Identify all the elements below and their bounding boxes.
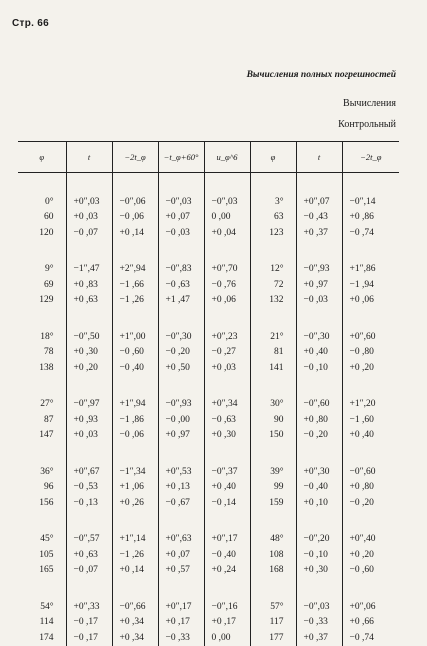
spacer-cell	[66, 443, 112, 464]
cell-phi-2: 117	[250, 615, 296, 631]
cell-phi: 18°	[40, 331, 54, 342]
col-header-minus-2t-phi-2: −2t_φ	[342, 142, 399, 173]
cell-minus-t-phi-60: +0 ,13	[158, 480, 204, 496]
cell-minus-t-phi-60: +0 ,07	[158, 547, 204, 563]
spacer-cell	[250, 578, 296, 599]
spacer-cell	[342, 511, 399, 532]
cell-minus-t-phi-60: +0″,63	[158, 532, 204, 548]
cell-phi-2: 3°	[250, 194, 296, 210]
col-header-phi: φ	[18, 142, 66, 173]
cell-minus-2t-phi-2: +0 ,40	[342, 428, 399, 444]
spacer-cell	[66, 376, 112, 397]
col-header-t-2: t	[296, 142, 342, 173]
spacer-cell	[18, 308, 66, 329]
cell-minus-2t-phi-2: +0 ,20	[342, 360, 399, 376]
cell-phi-2: 123	[250, 225, 296, 241]
cell-minus-2t-phi: +2″,94	[112, 262, 158, 278]
cell-t: +0 ,03	[66, 428, 112, 444]
table-header-row	[18, 142, 399, 173]
cell-minus-2t-phi: +1″,94	[112, 397, 158, 413]
cell-phi: 114	[39, 617, 54, 628]
cell-u-phi: −0 ,76	[204, 277, 250, 293]
spacer-cell	[342, 173, 399, 195]
group-spacer	[18, 173, 399, 195]
cell-phi: 78	[44, 347, 54, 358]
cell-u-phi: +0″,17	[204, 532, 250, 548]
cell-t: −0 ,07	[66, 225, 112, 241]
table-row	[18, 532, 399, 548]
spacer-cell	[18, 511, 66, 532]
cell-t-2: +0″,30	[296, 464, 342, 480]
cell-minus-t-phi-60: −0 ,03	[158, 225, 204, 241]
spacer-cell	[204, 443, 250, 464]
table-row	[18, 397, 399, 413]
cell-phi-2: 150	[250, 428, 296, 444]
cell-minus-t-phi-60: +0 ,97	[158, 428, 204, 444]
cell-minus-t-phi-60: −0 ,20	[158, 345, 204, 361]
cell-t: +0 ,83	[66, 277, 112, 293]
cell-t-2: +0 ,80	[296, 412, 342, 428]
cell-phi-2: 57°	[250, 599, 296, 615]
spacer-cell	[296, 511, 342, 532]
cell-t: −0″,97	[66, 397, 112, 413]
spacer-cell	[158, 308, 204, 329]
cell-phi: 27°	[40, 399, 54, 410]
cell-u-phi: 0 ,00	[204, 210, 250, 226]
cell-t-2: −0 ,40	[296, 480, 342, 496]
cell-t: +0 ,20	[66, 360, 112, 376]
cell-minus-t-phi-60: +1 ,47	[158, 293, 204, 309]
table-row	[18, 194, 399, 210]
cell-t: −0″,57	[66, 532, 112, 548]
cell-t-2: −0 ,10	[296, 360, 342, 376]
table-row	[18, 360, 399, 376]
cell-phi-2: 99	[250, 480, 296, 496]
col-header-phi-2: φ	[250, 142, 296, 173]
cell-phi-2: 159	[250, 495, 296, 511]
cell-minus-2t-phi-2: −0 ,60	[342, 563, 399, 579]
table-row	[18, 412, 399, 428]
spacer-cell	[342, 443, 399, 464]
table-row	[18, 464, 399, 480]
cell-t: −0 ,53	[66, 480, 112, 496]
col-header-minus-2t-phi: −2t_φ	[112, 142, 158, 173]
cell-minus-2t-phi: −0″,66	[112, 599, 158, 615]
spacer-cell	[66, 511, 112, 532]
cell-u-phi: −0″,03	[204, 194, 250, 210]
spacer-cell	[158, 173, 204, 195]
cell-u-phi: −0″,16	[204, 599, 250, 615]
cell-phi-2: 39°	[250, 464, 296, 480]
table-row	[18, 495, 399, 511]
cell-t-2: −0″,93	[296, 262, 342, 278]
cell-t: −0″,50	[66, 329, 112, 345]
cell-u-phi: +0 ,06	[204, 293, 250, 309]
cell-t-2: +0 ,97	[296, 277, 342, 293]
cell-phi-2: 108	[250, 547, 296, 563]
cell-phi: 45°	[40, 534, 54, 545]
cell-phi: 36°	[40, 466, 54, 477]
spacer-cell	[158, 376, 204, 397]
cell-t-2: −0″,30	[296, 329, 342, 345]
cell-minus-t-phi-60: +0 ,07	[158, 210, 204, 226]
cell-t-2: +0 ,37	[296, 630, 342, 646]
spacer-cell	[250, 376, 296, 397]
cell-t: +0″,67	[66, 464, 112, 480]
subtitle-calculations: Вычисления	[343, 98, 396, 109]
table-row	[18, 277, 399, 293]
cell-minus-2t-phi: −1 ,26	[112, 293, 158, 309]
cell-t-2: +0 ,30	[296, 563, 342, 579]
group-spacer	[18, 376, 399, 397]
group-spacer	[18, 443, 399, 464]
table-row	[18, 210, 399, 226]
cell-minus-t-phi-60: −0″,30	[158, 329, 204, 345]
cell-phi: 87	[44, 414, 54, 425]
group-spacer	[18, 511, 399, 532]
cell-minus-2t-phi: +1″,00	[112, 329, 158, 345]
cell-minus-t-phi-60: +0 ,50	[158, 360, 204, 376]
spacer-cell	[66, 173, 112, 195]
cell-minus-2t-phi: +0 ,14	[112, 225, 158, 241]
cell-t-2: +0 ,37	[296, 225, 342, 241]
cell-minus-2t-phi: −0 ,40	[112, 360, 158, 376]
spacer-cell	[250, 241, 296, 262]
cell-minus-2t-phi: +1 ,06	[112, 480, 158, 496]
cell-u-phi: −0 ,40	[204, 547, 250, 563]
table-row	[18, 599, 399, 615]
spacer-cell	[342, 241, 399, 262]
cell-minus-2t-phi: +0 ,26	[112, 495, 158, 511]
spacer-cell	[158, 578, 204, 599]
subtitle-control: Контрольный	[338, 119, 396, 130]
spacer-cell	[112, 376, 158, 397]
cell-minus-t-phi-60: −0″,03	[158, 194, 204, 210]
cell-minus-2t-phi: +0 ,34	[112, 630, 158, 646]
table-row	[18, 225, 399, 241]
cell-minus-t-phi-60: −0 ,00	[158, 412, 204, 428]
table-row	[18, 428, 399, 444]
cell-t-2: +0 ,10	[296, 495, 342, 511]
group-spacer	[18, 578, 399, 599]
cell-u-phi: −0 ,14	[204, 495, 250, 511]
spacer-cell	[112, 241, 158, 262]
table-body	[18, 173, 399, 646]
cell-u-phi: −0 ,27	[204, 345, 250, 361]
spacer-cell	[66, 241, 112, 262]
cell-minus-2t-phi-2: +0 ,20	[342, 547, 399, 563]
spacer-cell	[112, 511, 158, 532]
cell-t-2: −0″,03	[296, 599, 342, 615]
page-number: Стр. 66	[12, 18, 50, 29]
group-spacer	[18, 308, 399, 329]
spacer-cell	[250, 443, 296, 464]
spacer-cell	[250, 511, 296, 532]
spacer-cell	[18, 578, 66, 599]
cell-minus-2t-phi: −0 ,60	[112, 345, 158, 361]
cell-phi: 0°	[44, 196, 54, 207]
cell-minus-2t-phi-2: −1 ,60	[342, 412, 399, 428]
cell-minus-2t-phi: +0 ,14	[112, 563, 158, 579]
cell-t: +0 ,03	[66, 210, 112, 226]
cell-minus-2t-phi-2: −0 ,80	[342, 345, 399, 361]
table-row	[18, 563, 399, 579]
cell-phi: 174	[39, 632, 54, 643]
cell-t-2: −0 ,10	[296, 547, 342, 563]
cell-phi-2: 72	[250, 277, 296, 293]
cell-phi: 165	[39, 565, 54, 576]
cell-t: −0 ,13	[66, 495, 112, 511]
spacer-cell	[158, 443, 204, 464]
cell-phi-2: 177	[250, 630, 296, 646]
cell-minus-2t-phi-2: +0″,60	[342, 329, 399, 345]
cell-minus-2t-phi-2: +0″,40	[342, 532, 399, 548]
cell-minus-2t-phi: −0 ,06	[112, 428, 158, 444]
cell-minus-2t-phi-2: +0″,06	[342, 599, 399, 615]
table-row	[18, 630, 399, 646]
cell-phi: 156	[39, 497, 54, 508]
cell-minus-t-phi-60: −0 ,67	[158, 495, 204, 511]
spacer-cell	[296, 376, 342, 397]
table-row	[18, 547, 399, 563]
cell-minus-2t-phi-2: +0 ,06	[342, 293, 399, 309]
cell-phi: 147	[39, 430, 54, 441]
cell-minus-t-phi-60: −0″,93	[158, 397, 204, 413]
spacer-cell	[112, 173, 158, 195]
cell-minus-2t-phi-2: +1″,20	[342, 397, 399, 413]
spacer-cell	[204, 376, 250, 397]
cell-t-2: −0 ,33	[296, 615, 342, 631]
col-header-u-phi: u_φ^6	[204, 142, 250, 173]
spacer-cell	[66, 578, 112, 599]
cell-phi-2: 90	[250, 412, 296, 428]
cell-minus-t-phi-60: +0″,17	[158, 599, 204, 615]
cell-u-phi: +0 ,03	[204, 360, 250, 376]
cell-minus-t-phi-60: −0 ,63	[158, 277, 204, 293]
cell-t: −0 ,17	[66, 615, 112, 631]
cell-u-phi: +0 ,40	[204, 480, 250, 496]
table-row	[18, 345, 399, 361]
cell-minus-2t-phi-2: −0″,14	[342, 194, 399, 210]
cell-phi-2: 81	[250, 345, 296, 361]
spacer-cell	[66, 308, 112, 329]
spacer-cell	[204, 308, 250, 329]
group-spacer	[18, 241, 399, 262]
cell-minus-t-phi-60: +0″,53	[158, 464, 204, 480]
cell-t: +0 ,93	[66, 412, 112, 428]
cell-phi: 129	[39, 295, 54, 306]
cell-t: −0 ,17	[66, 630, 112, 646]
cell-t-2: −0″,60	[296, 397, 342, 413]
cell-minus-2t-phi: −1 ,66	[112, 277, 158, 293]
cell-minus-2t-phi: −1″,34	[112, 464, 158, 480]
cell-phi-2: 141	[250, 360, 296, 376]
col-header-t: t	[66, 142, 112, 173]
spacer-cell	[112, 443, 158, 464]
cell-phi-2: 48°	[250, 532, 296, 548]
cell-minus-2t-phi: +0 ,34	[112, 615, 158, 631]
spacer-cell	[204, 578, 250, 599]
spacer-cell	[112, 308, 158, 329]
spacer-cell	[204, 173, 250, 195]
cell-t: +0 ,63	[66, 547, 112, 563]
spacer-cell	[296, 173, 342, 195]
cell-minus-t-phi-60: −0″,83	[158, 262, 204, 278]
cell-u-phi: 0 ,00	[204, 630, 250, 646]
spacer-cell	[296, 443, 342, 464]
cell-phi: 96	[44, 482, 54, 493]
cell-t: +0″,03	[66, 194, 112, 210]
cell-minus-2t-phi-2: +1″,86	[342, 262, 399, 278]
cell-phi: 105	[39, 549, 54, 560]
cell-phi-2: 63	[250, 210, 296, 226]
spacer-cell	[204, 241, 250, 262]
spacer-cell	[342, 578, 399, 599]
cell-t: +0 ,30	[66, 345, 112, 361]
cell-phi-2: 132	[250, 293, 296, 309]
spacer-cell	[204, 511, 250, 532]
cell-minus-2t-phi-2: −1 ,94	[342, 277, 399, 293]
cell-minus-2t-phi: −0 ,06	[112, 210, 158, 226]
cell-u-phi: −0″,37	[204, 464, 250, 480]
spacer-cell	[18, 241, 66, 262]
cell-u-phi: +0 ,17	[204, 615, 250, 631]
spacer-cell	[296, 578, 342, 599]
cell-phi-2: 12°	[250, 262, 296, 278]
col-header-minus-t-phi-60: −t_φ+60°	[158, 142, 204, 173]
spacer-cell	[296, 241, 342, 262]
cell-t: −0 ,07	[66, 563, 112, 579]
cell-t: +0 ,63	[66, 293, 112, 309]
section-title: Вычисления полных погрешностей	[246, 70, 396, 80]
cell-u-phi: +0 ,30	[204, 428, 250, 444]
cell-minus-2t-phi-2: +0 ,80	[342, 480, 399, 496]
spacer-cell	[250, 308, 296, 329]
cell-minus-2t-phi-2: −0″,60	[342, 464, 399, 480]
cell-t-2: −0 ,03	[296, 293, 342, 309]
cell-minus-2t-phi-2: −0 ,20	[342, 495, 399, 511]
cell-t: +0″,33	[66, 599, 112, 615]
cell-phi: 60	[44, 212, 54, 223]
cell-minus-2t-phi-2: +0 ,86	[342, 210, 399, 226]
spacer-cell	[342, 308, 399, 329]
cell-minus-2t-phi: −1 ,86	[112, 412, 158, 428]
cell-phi-2: 168	[250, 563, 296, 579]
spacer-cell	[342, 376, 399, 397]
cell-phi-2: 30°	[250, 397, 296, 413]
cell-t-2: +0″,07	[296, 194, 342, 210]
cell-phi-2: 21°	[250, 329, 296, 345]
cell-minus-2t-phi-2: +0 ,66	[342, 615, 399, 631]
cell-u-phi: +0″,70	[204, 262, 250, 278]
cell-phi: 69	[44, 279, 54, 290]
spacer-cell	[112, 578, 158, 599]
spacer-cell	[296, 308, 342, 329]
cell-t-2: −0 ,43	[296, 210, 342, 226]
spacer-cell	[158, 511, 204, 532]
cell-u-phi: +0 ,04	[204, 225, 250, 241]
cell-t-2: −0 ,20	[296, 428, 342, 444]
cell-minus-2t-phi-2: −0 ,74	[342, 225, 399, 241]
spacer-cell	[18, 443, 66, 464]
cell-phi: 54°	[40, 601, 54, 612]
cell-minus-t-phi-60: +0 ,57	[158, 563, 204, 579]
table-row	[18, 615, 399, 631]
cell-phi: 9°	[44, 264, 54, 275]
error-table	[18, 141, 399, 646]
cell-t-2: +0 ,40	[296, 345, 342, 361]
table-row	[18, 329, 399, 345]
spacer-cell	[18, 173, 66, 195]
table-row	[18, 480, 399, 496]
cell-u-phi: −0 ,63	[204, 412, 250, 428]
cell-u-phi: +0 ,24	[204, 563, 250, 579]
cell-phi: 120	[39, 227, 54, 238]
table-row	[18, 293, 399, 309]
cell-t-2: −0″,20	[296, 532, 342, 548]
spacer-cell	[18, 376, 66, 397]
spacer-cell	[250, 173, 296, 195]
cell-phi: 138	[39, 362, 54, 373]
cell-minus-2t-phi: −1 ,26	[112, 547, 158, 563]
cell-minus-2t-phi-2: −0 ,74	[342, 630, 399, 646]
cell-minus-t-phi-60: +0 ,17	[158, 615, 204, 631]
cell-u-phi: +0″,34	[204, 397, 250, 413]
cell-u-phi: +0″,23	[204, 329, 250, 345]
table-row	[18, 262, 399, 278]
cell-t: −1″,47	[66, 262, 112, 278]
cell-minus-t-phi-60: −0 ,33	[158, 630, 204, 646]
cell-minus-2t-phi: −0″,06	[112, 194, 158, 210]
cell-minus-2t-phi: +1″,14	[112, 532, 158, 548]
spacer-cell	[158, 241, 204, 262]
